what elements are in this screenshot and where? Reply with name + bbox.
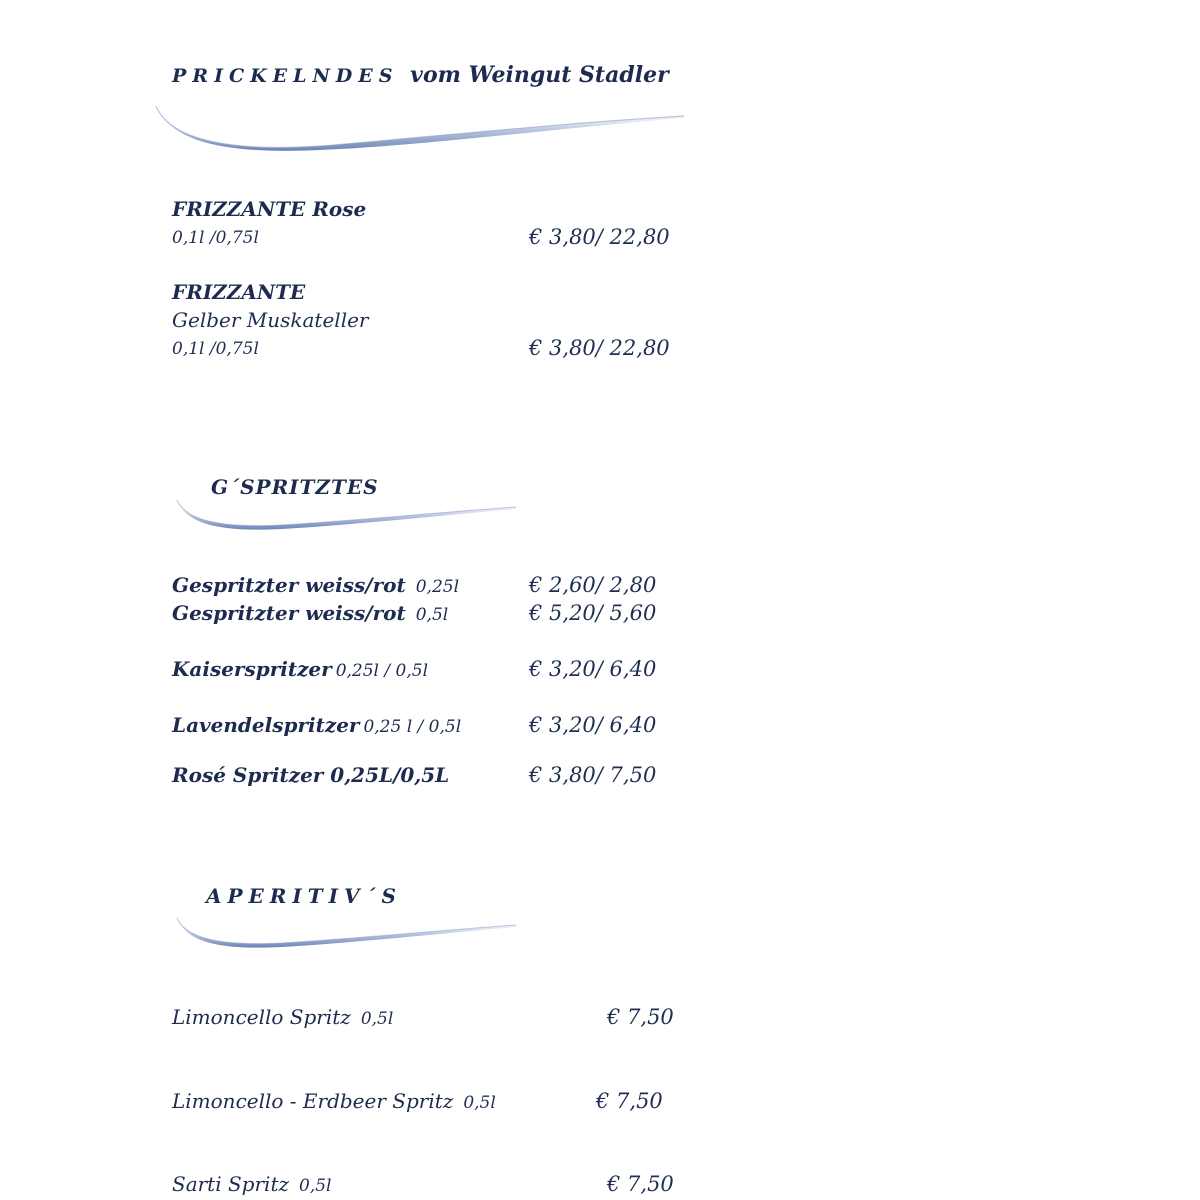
item-volume: 0,5l — [360, 1009, 394, 1029]
decorative-swoosh — [172, 495, 522, 535]
item-price: € 2,60/ 2,80 — [529, 573, 657, 597]
list-item — [172, 1005, 393, 1029]
section-heading-prickelndes — [172, 62, 669, 88]
section-heading-spritztes: G´SPRITZTES — [211, 475, 379, 499]
item-volume: 0,5l — [463, 1093, 496, 1113]
heading-spaced-text: PRICKELNDES — [172, 65, 399, 87]
list-item — [172, 657, 428, 681]
list-item — [172, 573, 459, 597]
item-name: Rosé Spritzer 0,25L/0,5L — [172, 763, 450, 787]
item-price: € 3,80/ 22,80 — [529, 336, 670, 360]
item-name: Sarti Spritz — [172, 1172, 290, 1196]
decorative-swoosh — [150, 100, 690, 155]
item-name: Limoncello Spritz — [172, 1005, 351, 1029]
item-volume: 0,25 l / 0,5l — [363, 717, 462, 737]
item-volume: 0,25l — [415, 577, 460, 597]
item-name: FRIZZANTE Rose — [172, 197, 367, 221]
item-price: € 7,50 — [607, 1172, 674, 1196]
item-volume: 0,5l — [415, 605, 449, 625]
item-price: € 3,20/ 6,40 — [529, 657, 657, 681]
item-price: € 3,80/ 22,80 — [529, 225, 670, 249]
item-price: € 3,20/ 6,40 — [529, 713, 657, 737]
heading-rest-text: vom Weingut Stadler — [410, 62, 669, 88]
item-price: € 5,20/ 5,60 — [529, 601, 657, 625]
item-price: € 7,50 — [596, 1089, 663, 1113]
list-item — [172, 713, 461, 737]
item-volume: 0,1l /0,75l — [172, 228, 259, 248]
item-name: Lavendelspritzer — [172, 713, 360, 737]
item-name: FRIZZANTE — [172, 280, 306, 304]
item-name: Limoncello - Erdbeer Spritz — [172, 1089, 454, 1113]
item-name: Kaiserspritzer — [172, 657, 332, 681]
item-volume: 0,5l — [299, 1176, 332, 1196]
item-price: € 7,50 — [607, 1005, 674, 1029]
item-name: Gespritzter weiss/rot — [172, 573, 406, 597]
list-item — [172, 601, 448, 625]
section-heading-aperitiv: APERITIV´S — [206, 884, 402, 908]
item-subtitle: Gelber Muskateller — [172, 308, 369, 332]
item-price: € 3,80/ 7,50 — [529, 763, 657, 787]
item-volume: 0,1l /0,75l — [172, 339, 259, 359]
item-volume: 0,25l / 0,5l — [335, 661, 428, 681]
list-item — [172, 763, 449, 787]
list-item — [172, 1172, 332, 1196]
decorative-swoosh — [172, 913, 522, 953]
item-name: Gespritzter weiss/rot — [172, 601, 406, 625]
list-item — [172, 1089, 496, 1113]
